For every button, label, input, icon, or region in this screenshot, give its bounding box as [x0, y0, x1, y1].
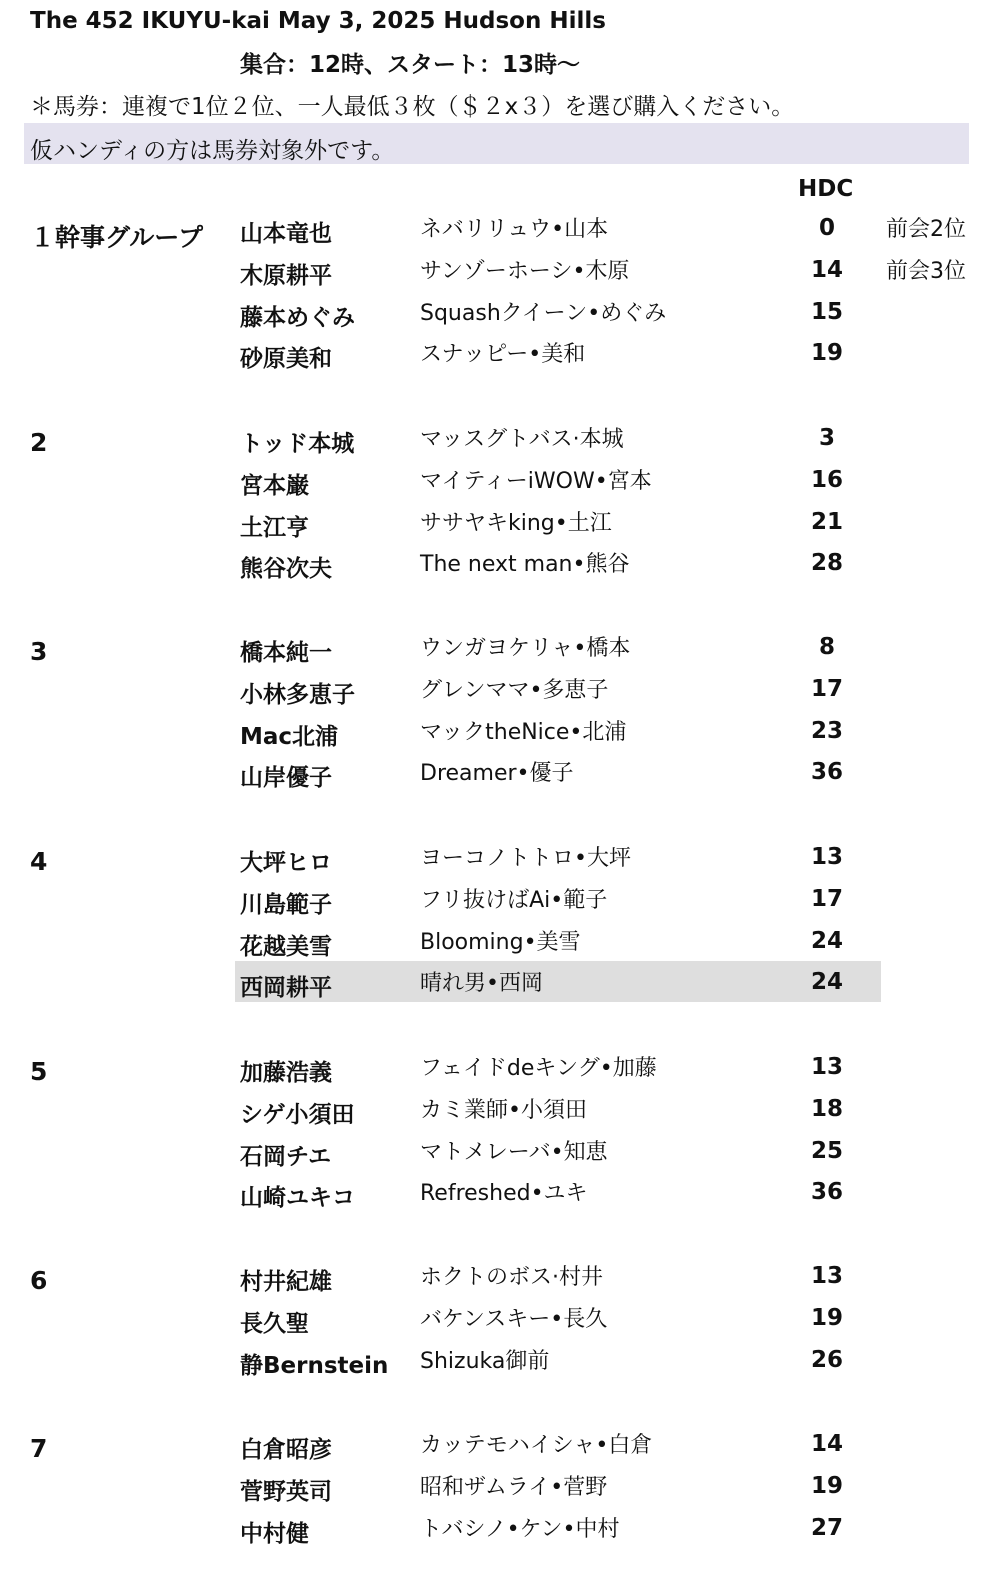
player-row: [0, 340, 992, 387]
player-name: 山本竜也: [240, 221, 332, 247]
player-name: 小林多恵子: [240, 682, 355, 708]
handicap-value: 28: [810, 550, 843, 576]
horse-name: マッスグトバス·本城: [420, 427, 624, 452]
player-name: 橋本純一: [240, 640, 332, 666]
player-name: 石岡チエ: [240, 1144, 332, 1170]
player-name: 静Bernstein: [240, 1353, 389, 1379]
handicap-value: 19: [810, 340, 843, 366]
horse-name: スナッピー•美和: [420, 342, 586, 367]
horse-name: Dreamer•優子: [420, 761, 574, 786]
handicap-value: 24: [810, 969, 843, 995]
horse-name: ウンガヨケリャ•橋本: [420, 636, 631, 661]
horse-name: ホクトのボス·村井: [420, 1265, 603, 1290]
horse-name: バケンスキー•長久: [420, 1307, 608, 1332]
horse-name: Squashクイーン•めぐみ: [420, 301, 667, 326]
player-name: 砂原美和: [240, 346, 332, 372]
handicap-value: 19: [810, 1305, 843, 1331]
player-name: 熊谷次夫: [240, 556, 332, 582]
handicap-value: 26: [810, 1347, 843, 1373]
horse-name: マイティーiWOW•宮本: [420, 469, 652, 494]
player-name: シゲ小須田: [240, 1102, 355, 1128]
horse-name: サンゾーホーシ•木原: [420, 259, 630, 284]
player-name: 大坪ヒロ: [240, 850, 332, 876]
handicap-value: 21: [810, 509, 843, 535]
betting-note: ＊馬券：連複で1位２位、一人最低３枚（＄２x３）を選び購入ください。: [30, 94, 795, 120]
player-row: [0, 759, 992, 806]
handicap-value: 13: [810, 1263, 843, 1289]
group-label: 6: [30, 1266, 48, 1295]
horse-name: カミ業師•小須田: [420, 1098, 587, 1123]
hdc-column-header: HDC: [798, 176, 854, 202]
horse-name: トバシノ•ケン•中村: [420, 1517, 620, 1542]
horse-name: ササヤキking•土江: [420, 511, 612, 536]
handicap-value: 13: [810, 844, 843, 870]
group-label: 2: [30, 428, 48, 457]
horse-name: The next man•熊谷: [420, 552, 630, 577]
horse-name: Blooming•美雪: [420, 930, 581, 955]
player-name: 花越美雪: [240, 934, 332, 960]
player-row: [0, 550, 992, 597]
handicap-value: 3: [818, 425, 835, 451]
handicap-value: 17: [810, 886, 843, 912]
previous-result: 前会2位: [886, 217, 966, 242]
player-name: 山崎ユキコ: [240, 1185, 355, 1211]
horse-name: Refreshed•ユキ: [420, 1181, 588, 1206]
handicap-value: 24: [810, 928, 843, 954]
handicap-value: 0: [818, 215, 835, 241]
player-name: トッド本城: [240, 431, 355, 457]
player-name: 中村健: [240, 1521, 309, 1547]
horse-name: マトメレーバ•知恵: [420, 1140, 608, 1165]
player-name: Mac北浦: [240, 724, 339, 750]
horse-name: ヨーコノトトロ•大坪: [420, 846, 631, 871]
group-label: 5: [30, 1057, 48, 1086]
page-title: The 452 IKUYU-kai May 3, 2025 Hudson Hills: [30, 8, 606, 34]
horse-name: マックtheNice•北浦: [420, 720, 627, 745]
player-name: 川島範子: [240, 892, 332, 918]
provisional-handicap-note: 仮ハンディの方は馬券対象外です。: [30, 138, 395, 164]
player-name: 土江亨: [240, 515, 309, 541]
player-row: [0, 969, 992, 1016]
handicap-value: 23: [810, 718, 843, 744]
player-name: 宮本巌: [240, 473, 309, 499]
horse-name: グレンママ•多恵子: [420, 678, 609, 703]
player-row: [0, 1347, 992, 1394]
page-subtitle: 集合：12時、スタート：13時〜: [240, 52, 581, 78]
horse-name: 晴れ男•西岡: [420, 971, 543, 996]
horse-name: Shizuka御前: [420, 1349, 550, 1374]
handicap-value: 15: [810, 299, 843, 325]
player-name: 加藤浩義: [240, 1060, 332, 1086]
group-label: １幹事グループ: [30, 223, 204, 252]
handicap-value: 19: [810, 1473, 843, 1499]
player-name: 長久聖: [240, 1311, 309, 1337]
handicap-value: 16: [810, 467, 843, 493]
handicap-value: 36: [810, 759, 843, 785]
handicap-value: 25: [810, 1138, 843, 1164]
handicap-value: 18: [810, 1096, 843, 1122]
player-name: 白倉昭彦: [240, 1437, 332, 1463]
player-name: 西岡耕平: [240, 975, 332, 1001]
player-row: [0, 1179, 992, 1226]
group-label: 3: [30, 637, 48, 666]
horse-name: フリ抜けばAi•範子: [420, 888, 608, 913]
horse-name: 昭和ザムライ•菅野: [420, 1475, 608, 1500]
player-row: [0, 1515, 992, 1562]
horse-name: カッテモハイシャ•白倉: [420, 1433, 653, 1458]
horse-name: フェイドdeキング•加藤: [420, 1056, 657, 1081]
handicap-value: 14: [810, 257, 843, 283]
player-name: 木原耕平: [240, 263, 332, 289]
group-label: 4: [30, 847, 48, 876]
previous-result: 前会3位: [886, 259, 966, 284]
horse-name: ネバリリュウ•山本: [420, 217, 609, 242]
player-name: 藤本めぐみ: [240, 305, 355, 331]
player-name: 菅野英司: [240, 1479, 332, 1505]
handicap-value: 17: [810, 676, 843, 702]
player-name: 村井紀雄: [240, 1269, 332, 1295]
group-label: 7: [30, 1434, 48, 1463]
handicap-value: 27: [810, 1515, 843, 1541]
handicap-value: 13: [810, 1054, 843, 1080]
handicap-value: 8: [818, 634, 835, 660]
handicap-value: 14: [810, 1431, 843, 1457]
player-name: 山岸優子: [240, 765, 332, 791]
handicap-value: 36: [810, 1179, 843, 1205]
